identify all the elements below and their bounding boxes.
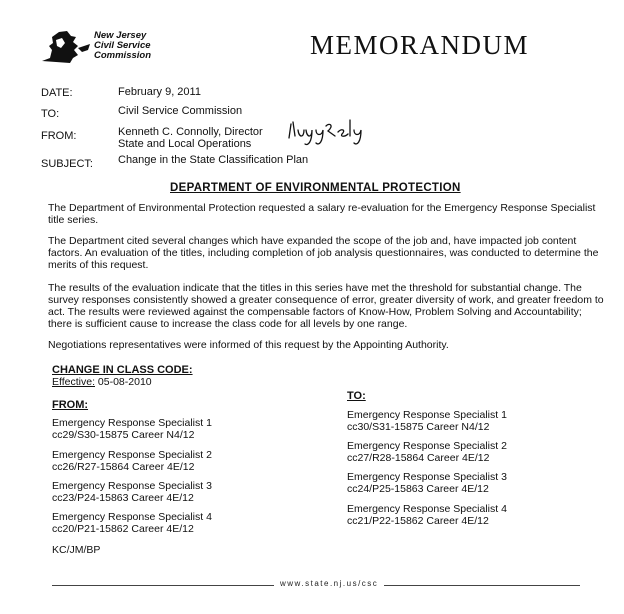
from-entry-title: Emergency Response Specialist 1: [52, 417, 212, 429]
to-column-heading: TO:: [347, 390, 366, 402]
department-heading: DEPARTMENT OF ENVIRONMENTAL PROTECTION: [170, 182, 461, 194]
from-label: FROM:: [41, 130, 77, 142]
to-entry: [347, 409, 507, 433]
effective-date: [52, 376, 152, 388]
footer-url: www.state.nj.us/csc: [280, 579, 379, 588]
logo-line-2: Civil Service: [94, 40, 151, 51]
logo-wordmark: [94, 31, 151, 61]
class-code-heading: CHANGE IN CLASS CODE:: [52, 364, 193, 376]
commission-logo: [40, 28, 150, 68]
from-entry: [52, 480, 212, 504]
from-title: State and Local Operations: [118, 138, 252, 150]
footer-rule-right: [384, 585, 580, 586]
to-entry-title: Emergency Response Specialist 1: [347, 409, 507, 421]
to-entry-code: cc27/R28-15864 Career 4E/12: [347, 452, 490, 464]
to-entry: [347, 440, 507, 464]
from-entry: [52, 417, 212, 441]
from-column-heading: FROM:: [52, 399, 89, 411]
to-label: TO:: [41, 108, 60, 120]
from-entry: [52, 511, 212, 535]
from-entry-title: Emergency Response Specialist 3: [52, 480, 212, 492]
subject-label: SUBJECT:: [41, 158, 93, 170]
logo-line-3: Commission: [94, 50, 152, 61]
subject-value: Change in the State Classification Plan: [118, 154, 309, 166]
from-entry-title: Emergency Response Specialist 2: [52, 449, 212, 461]
to-entry-title: Emergency Response Specialist 4: [347, 503, 507, 515]
memorandum-title: MEMORANDUM: [310, 30, 530, 60]
from-entry-code: cc26/R27-15864 Career 4E/12: [52, 461, 195, 473]
from-entry: [52, 449, 212, 473]
to-entry-code: cc24/P25-15863 Career 4E/12: [347, 483, 489, 495]
to-entry-title: Emergency Response Specialist 3: [347, 471, 507, 483]
effective-label: Effective:: [52, 376, 95, 388]
footer-rule-left: [52, 585, 274, 586]
from-entry-code: cc20/P21-15862 Career 4E/12: [52, 523, 194, 535]
to-value: Civil Service Commission: [118, 105, 243, 117]
to-entry: [347, 471, 507, 495]
logo-line-1: New Jersey: [94, 30, 147, 41]
body-paragraph-4: Negotiations representatives were informed of this request by the Appointing Authority.: [48, 339, 449, 351]
date-label: DATE:: [41, 87, 73, 99]
date-value: February 9, 2011: [118, 86, 201, 98]
handwritten-signature: [286, 118, 386, 148]
to-entry-code: cc30/S31-15875 Career N4/12: [347, 421, 490, 433]
from-entry-code: cc29/S30-15875 Career N4/12: [52, 429, 195, 441]
body-paragraph-1: The Department of Environmental Protection requested a salary re-evaluation for the Emergency Response Specialist title series.: [48, 202, 596, 226]
from-entry-code: cc23/P24-15863 Career 4E/12: [52, 492, 194, 504]
to-entry-title: Emergency Response Specialist 2: [347, 440, 507, 452]
body-paragraph-3: The results of the evaluation indicate that the titles in this series have met the threshold for substantial change. The survey responses consistently showed a greater consequence of error, greater diversity of work, and greater freedom to act. The results were reviewed against the compensable factors of Know-How, Problem Solving and Accountability; there is sufficient cause to increase the class code for all levels by one range.: [48, 282, 604, 330]
initials: KC/JM/BP: [52, 544, 101, 556]
to-entry-code: cc21/P22-15862 Career 4E/12: [347, 515, 489, 527]
from-entry-title: Emergency Response Specialist 4: [52, 511, 212, 523]
effective-value: 05-08-2010: [97, 376, 152, 388]
from-name: Kenneth C. Connolly, Director: [118, 126, 263, 138]
body-paragraph-2: The Department cited several changes which have expanded the scope of the job and, have impacted job content factors. An evaluation of the titles, including completion of job analysis questionnaires, was conducted to determine the merits of this request.: [48, 235, 599, 271]
to-entry: [347, 503, 507, 527]
nj-profile-seal-icon: [40, 28, 94, 66]
